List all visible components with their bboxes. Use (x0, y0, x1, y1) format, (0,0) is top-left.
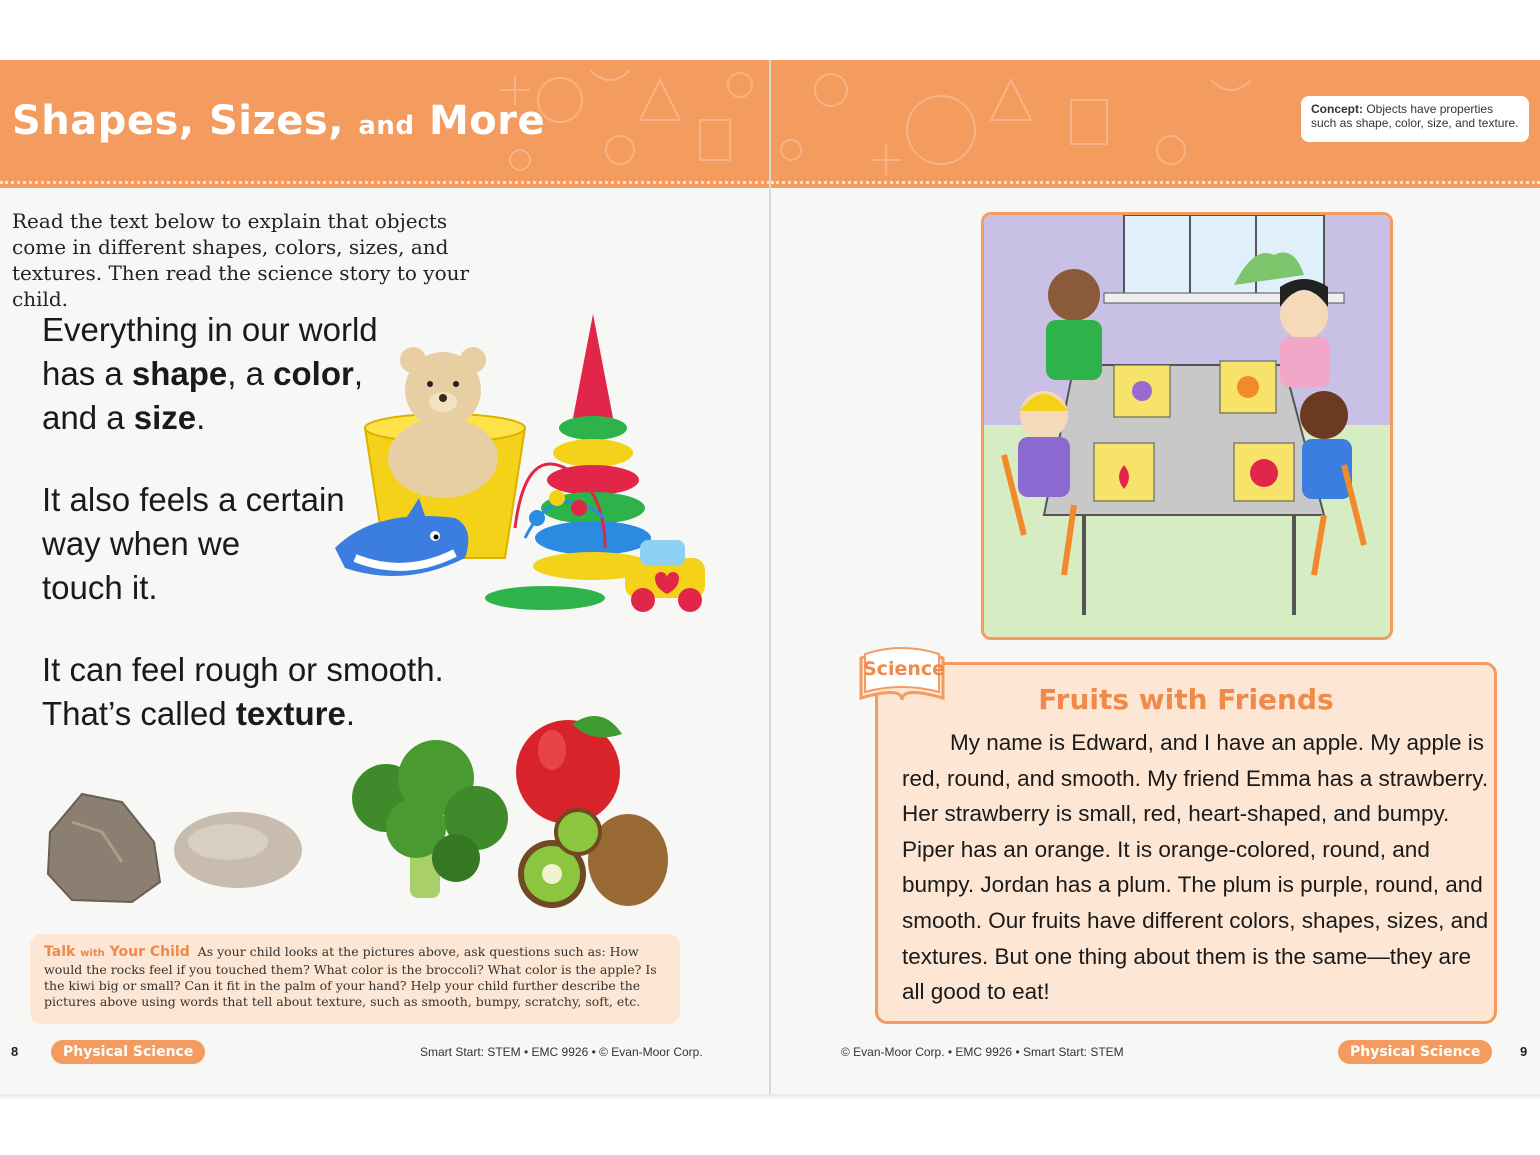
book-spread (0, 60, 1540, 1094)
title-banner-right (771, 60, 1540, 188)
apple-kiwi-image (512, 710, 672, 910)
credit-left: Smart Start: STEM • EMC 9926 • © Evan-Moor Corp. (420, 1045, 703, 1059)
rocks-image (42, 782, 312, 912)
page-number-left: 8 (11, 1044, 19, 1059)
page-shadow (0, 1094, 1540, 1100)
section-badge-left: Physical Science (51, 1040, 205, 1064)
children-at-table-illustration (981, 212, 1393, 640)
page-title: Shapes, Sizes, and More (12, 98, 546, 144)
title-banner (0, 60, 770, 188)
concept-box: Concept: Objects have properties such as shape, color, size, and texture. (1301, 96, 1529, 142)
intro-instructions: Read the text below to explain that objects come in different shapes, colors, sizes, and textures. Then read the science story to your child. (12, 209, 470, 311)
science-tag-label: Science (863, 658, 946, 680)
right-page (771, 60, 1540, 1094)
left-page (0, 60, 770, 1094)
classroom-scene (984, 215, 1390, 637)
paragraph-feel: It also feels a certain way when we touch it. (42, 481, 345, 606)
story-title: Fruits with Friends (1038, 683, 1334, 716)
credit-right: © Evan-Moor Corp. • EMC 9926 • Smart Start: STEM (841, 1045, 1124, 1059)
paragraph-shape-color-size: Everything in our world has a shape, a color, and a size. (42, 311, 378, 436)
science-story-panel (875, 662, 1497, 1024)
paragraph-texture: It can feel rough or smooth. That’s called texture. (42, 651, 444, 732)
toys-image (325, 308, 715, 618)
talk-with-your-child-box: Talk with Your Child As your child looks at the pictures above, ask questions such as: How would the rocks feel if you touched them? What color is the broccoli? What color is the apple? Is the kiwi big or small? Can it fit in the palm of your hand? Help your child further describe the pictures above using words that tell about texture, such as smooth, bumpy, scratchy, soft, etc. (30, 934, 680, 1024)
story-text: My name is Edward, and I have an apple. My apple is red, round, and smooth. My friend Emma has a strawberry. Her strawberry is small, red, heart-shaped, and bumpy. Piper has an orange. It is orange-colored, round, and bumpy. Jordan has a plum. The plum is purple, round, and smooth. Our fruits have different colors, shapes, sizes, and textures. But one thing about them is the same—they are all good to eat! (902, 730, 1489, 1005)
talk-text: As your child looks at the pictures above, ask questions such as: How would the rocks feel if you touched them? What color is the broccoli? What color is the apple? Is the kiwi big or small? Can it fit in the palm of your hand? Help your child further describe the pictures above using words that tell about texture, such as smooth, bumpy, scratchy, soft, etc. (44, 944, 657, 1009)
broccoli-image (346, 738, 512, 908)
section-badge-right: Physical Science (1338, 1040, 1492, 1064)
page-number-right: 9 (1520, 1044, 1528, 1059)
